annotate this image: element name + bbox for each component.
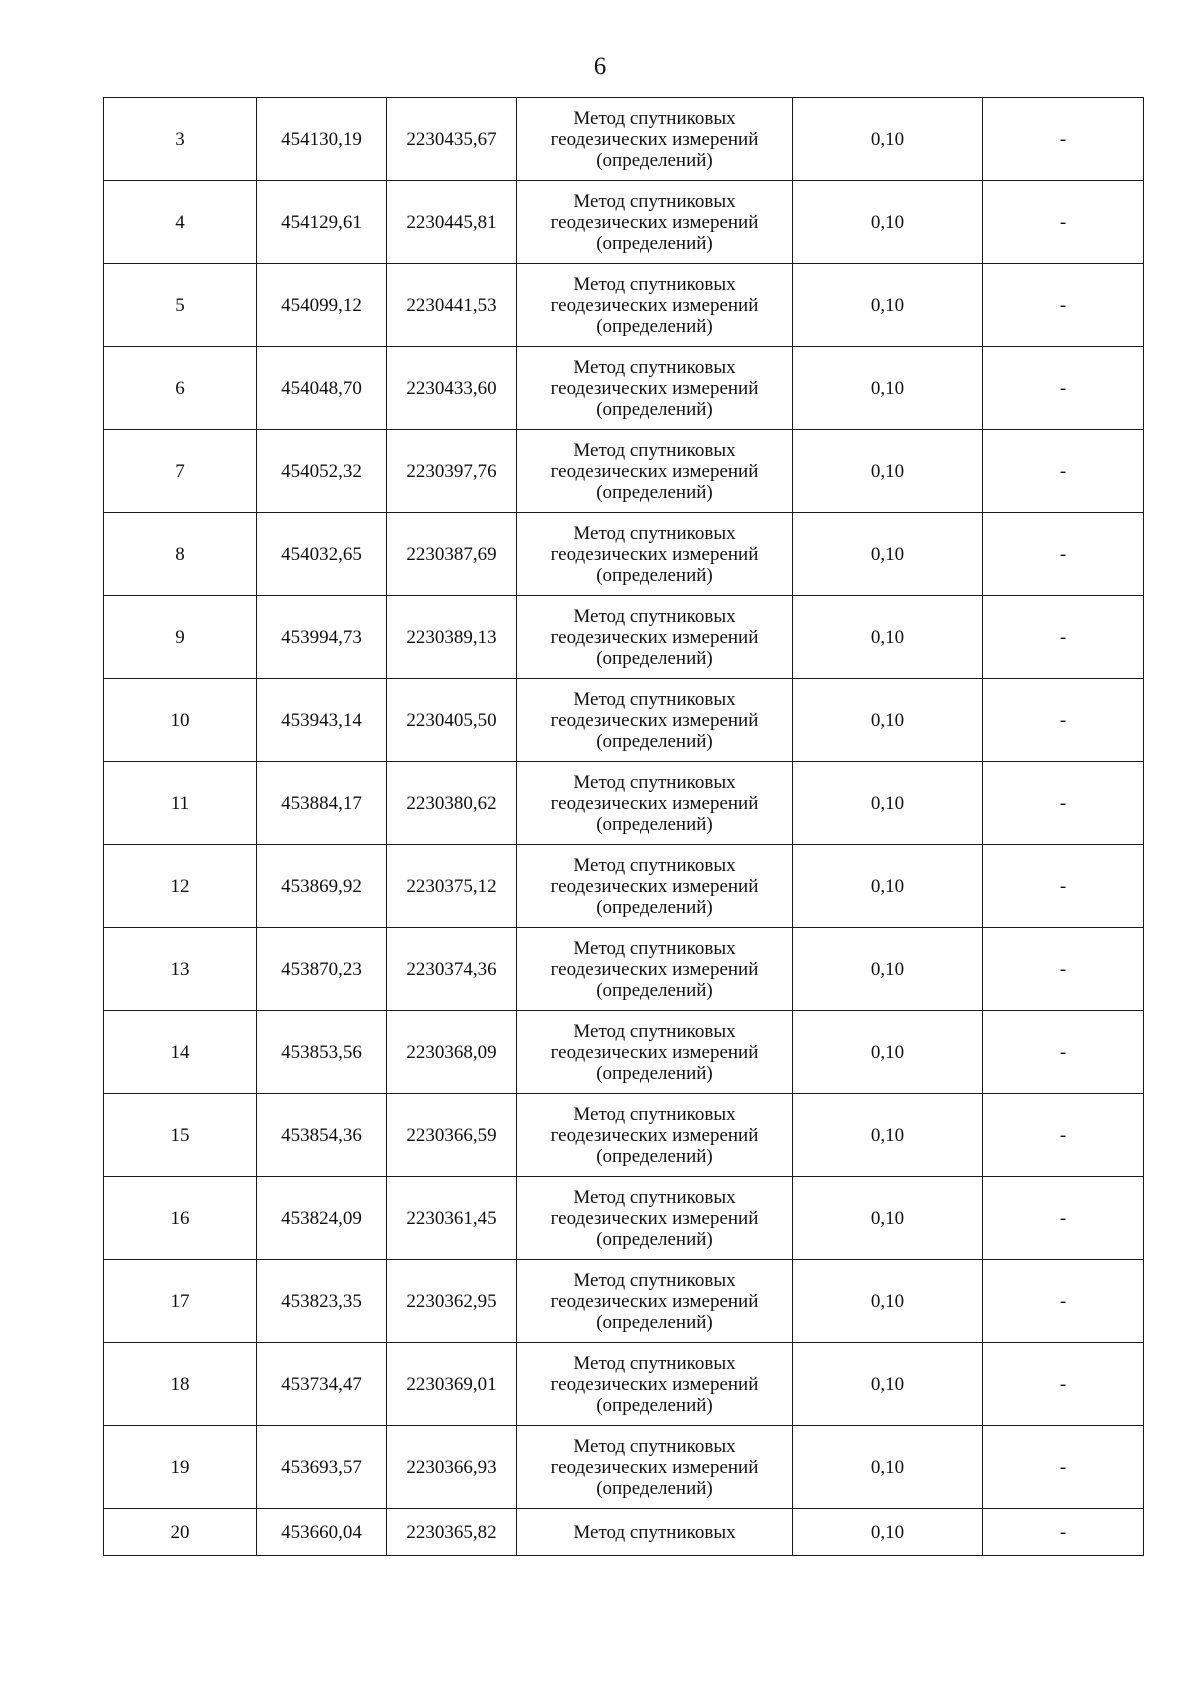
- page-number: 6: [593, 53, 607, 80]
- x-coordinate-cell: 453734,47: [257, 1343, 387, 1426]
- y-coordinate-cell: 2230366,93: [387, 1426, 517, 1509]
- point-number-cell: 15: [104, 1094, 257, 1177]
- table-row: [104, 1343, 1144, 1426]
- point-number-cell: 8: [104, 513, 257, 596]
- table-row: [104, 1177, 1144, 1260]
- method-cell: Метод спутниковых геодезических измерений (определений): [517, 762, 793, 845]
- x-coordinate-cell: 453869,92: [257, 845, 387, 928]
- method-cell: Метод спутниковых геодезических измерений (определений): [517, 928, 793, 1011]
- extra-cell: -: [983, 1011, 1144, 1094]
- point-number-cell: 4: [104, 181, 257, 264]
- table-row: [104, 762, 1144, 845]
- extra-cell: -: [983, 596, 1144, 679]
- y-coordinate-cell: 2230397,76: [387, 430, 517, 513]
- method-cell: Метод спутниковых геодезических измерений (определений): [517, 679, 793, 762]
- method-cell: Метод спутниковых геодезических измерений (определений): [517, 596, 793, 679]
- y-coordinate-cell: 2230441,53: [387, 264, 517, 347]
- extra-cell: -: [983, 430, 1144, 513]
- method-cell: Метод спутниковых геодезических измерений (определений): [517, 1011, 793, 1094]
- x-coordinate-cell: 453660,04: [257, 1509, 387, 1556]
- x-coordinate-cell: 454130,19: [257, 98, 387, 181]
- method-cell: Метод спутниковых: [517, 1509, 793, 1556]
- y-coordinate-cell: 2230361,45: [387, 1177, 517, 1260]
- extra-cell: -: [983, 1094, 1144, 1177]
- table-row: [104, 1509, 1144, 1556]
- extra-cell: -: [983, 264, 1144, 347]
- x-coordinate-cell: 453870,23: [257, 928, 387, 1011]
- method-cell: Метод спутниковых геодезических измерений (определений): [517, 181, 793, 264]
- y-coordinate-cell: 2230433,60: [387, 347, 517, 430]
- accuracy-cell: 0,10: [793, 1094, 983, 1177]
- table-row: [104, 513, 1144, 596]
- y-coordinate-cell: 2230387,69: [387, 513, 517, 596]
- x-coordinate-cell: 454032,65: [257, 513, 387, 596]
- table-row: [104, 98, 1144, 181]
- accuracy-cell: 0,10: [793, 1509, 983, 1556]
- method-cell: Метод спутниковых геодезических измерений (определений): [517, 347, 793, 430]
- extra-cell: -: [983, 513, 1144, 596]
- x-coordinate-cell: 453853,56: [257, 1011, 387, 1094]
- x-coordinate-cell: 453824,09: [257, 1177, 387, 1260]
- accuracy-cell: 0,10: [793, 1011, 983, 1094]
- method-cell: Метод спутниковых геодезических измерений (определений): [517, 845, 793, 928]
- table-row: [104, 596, 1144, 679]
- extra-cell: -: [983, 928, 1144, 1011]
- x-coordinate-cell: 454052,32: [257, 430, 387, 513]
- y-coordinate-cell: 2230368,09: [387, 1011, 517, 1094]
- point-number-cell: 16: [104, 1177, 257, 1260]
- point-number-cell: 18: [104, 1343, 257, 1426]
- y-coordinate-cell: 2230369,01: [387, 1343, 517, 1426]
- point-number-cell: 5: [104, 264, 257, 347]
- accuracy-cell: 0,10: [793, 1177, 983, 1260]
- table-row: [104, 264, 1144, 347]
- table-row: [104, 1094, 1144, 1177]
- coordinates-table-body: [104, 98, 1144, 1556]
- method-cell: Метод спутниковых геодезических измерений (определений): [517, 98, 793, 181]
- point-number-cell: 11: [104, 762, 257, 845]
- y-coordinate-cell: 2230445,81: [387, 181, 517, 264]
- accuracy-cell: 0,10: [793, 430, 983, 513]
- table-row: [104, 928, 1144, 1011]
- accuracy-cell: 0,10: [793, 264, 983, 347]
- method-cell: Метод спутниковых геодезических измерений (определений): [517, 430, 793, 513]
- x-coordinate-cell: 453854,36: [257, 1094, 387, 1177]
- extra-cell: -: [983, 1260, 1144, 1343]
- table-row: [104, 1011, 1144, 1094]
- extra-cell: -: [983, 1509, 1144, 1556]
- method-cell: Метод спутниковых геодезических измерений (определений): [517, 1094, 793, 1177]
- point-number-cell: 12: [104, 845, 257, 928]
- point-number-cell: 3: [104, 98, 257, 181]
- y-coordinate-cell: 2230405,50: [387, 679, 517, 762]
- accuracy-cell: 0,10: [793, 1260, 983, 1343]
- x-coordinate-cell: 453823,35: [257, 1260, 387, 1343]
- table-row: [104, 181, 1144, 264]
- table-row: [104, 1260, 1144, 1343]
- point-number-cell: 13: [104, 928, 257, 1011]
- extra-cell: -: [983, 347, 1144, 430]
- y-coordinate-cell: 2230380,62: [387, 762, 517, 845]
- accuracy-cell: 0,10: [793, 845, 983, 928]
- accuracy-cell: 0,10: [793, 1343, 983, 1426]
- y-coordinate-cell: 2230435,67: [387, 98, 517, 181]
- y-coordinate-cell: 2230374,36: [387, 928, 517, 1011]
- table-row: [104, 430, 1144, 513]
- point-number-cell: 6: [104, 347, 257, 430]
- method-cell: Метод спутниковых геодезических измерений (определений): [517, 513, 793, 596]
- table-row: [104, 347, 1144, 430]
- x-coordinate-cell: 454129,61: [257, 181, 387, 264]
- method-cell: Метод спутниковых геодезических измерений (определений): [517, 1260, 793, 1343]
- accuracy-cell: 0,10: [793, 347, 983, 430]
- extra-cell: -: [983, 1426, 1144, 1509]
- point-number-cell: 20: [104, 1509, 257, 1556]
- accuracy-cell: 0,10: [793, 98, 983, 181]
- x-coordinate-cell: 453994,73: [257, 596, 387, 679]
- y-coordinate-cell: 2230389,13: [387, 596, 517, 679]
- x-coordinate-cell: 453943,14: [257, 679, 387, 762]
- point-number-cell: 17: [104, 1260, 257, 1343]
- accuracy-cell: 0,10: [793, 513, 983, 596]
- point-number-cell: 10: [104, 679, 257, 762]
- coordinates-table: [103, 97, 1144, 1556]
- accuracy-cell: 0,10: [793, 596, 983, 679]
- point-number-cell: 19: [104, 1426, 257, 1509]
- table-row: [104, 1426, 1144, 1509]
- point-number-cell: 9: [104, 596, 257, 679]
- y-coordinate-cell: 2230365,82: [387, 1509, 517, 1556]
- method-cell: Метод спутниковых геодезических измерений (определений): [517, 264, 793, 347]
- table-row: [104, 679, 1144, 762]
- table-row: [104, 845, 1144, 928]
- extra-cell: -: [983, 98, 1144, 181]
- y-coordinate-cell: 2230375,12: [387, 845, 517, 928]
- extra-cell: -: [983, 1343, 1144, 1426]
- extra-cell: -: [983, 679, 1144, 762]
- method-cell: Метод спутниковых геодезических измерений (определений): [517, 1177, 793, 1260]
- accuracy-cell: 0,10: [793, 762, 983, 845]
- extra-cell: -: [983, 1177, 1144, 1260]
- x-coordinate-cell: 453884,17: [257, 762, 387, 845]
- extra-cell: -: [983, 845, 1144, 928]
- extra-cell: -: [983, 181, 1144, 264]
- x-coordinate-cell: 454099,12: [257, 264, 387, 347]
- y-coordinate-cell: 2230366,59: [387, 1094, 517, 1177]
- accuracy-cell: 0,10: [793, 928, 983, 1011]
- point-number-cell: 7: [104, 430, 257, 513]
- method-cell: Метод спутниковых геодезических измерений (определений): [517, 1343, 793, 1426]
- accuracy-cell: 0,10: [793, 1426, 983, 1509]
- point-number-cell: 14: [104, 1011, 257, 1094]
- x-coordinate-cell: 453693,57: [257, 1426, 387, 1509]
- y-coordinate-cell: 2230362,95: [387, 1260, 517, 1343]
- accuracy-cell: 0,10: [793, 181, 983, 264]
- extra-cell: -: [983, 762, 1144, 845]
- x-coordinate-cell: 454048,70: [257, 347, 387, 430]
- method-cell: Метод спутниковых геодезических измерений (определений): [517, 1426, 793, 1509]
- accuracy-cell: 0,10: [793, 679, 983, 762]
